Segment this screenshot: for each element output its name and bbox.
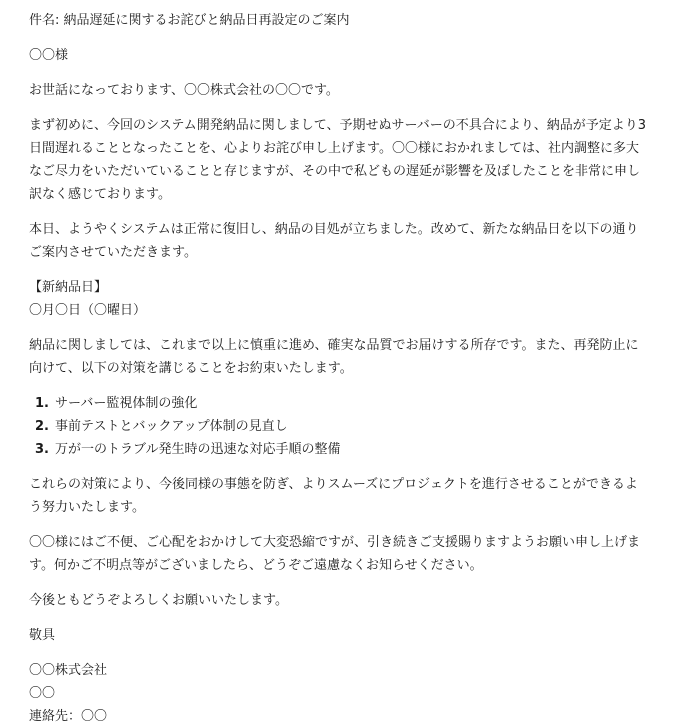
signature-company: 〇〇株式会社 [29, 663, 108, 678]
email-subject: 件名: 納品遅延に関するお詫びと納品日再設定のご案内 [29, 13, 350, 28]
list-item-number: 2. [35, 419, 49, 434]
list-item-text: 万が一のトラブル発生時の迅速な対応手順の整備 [55, 442, 341, 457]
signature-contact: 連絡先：〇〇 [29, 709, 108, 724]
new-date-heading: 【新納品日】 [29, 280, 108, 295]
list-item-number: 1. [35, 396, 49, 411]
recovery-paragraph: 本日、ようやくシステムは正常に復旧し、納品の目処が立ちました。改めて、新たな納品日を以下の通りご案内させていただきます。 [29, 222, 639, 260]
recipient-line: 〇〇様 [29, 48, 69, 63]
commitment-paragraph: 納品に関しましては、これまで以上に慎重に進め、確実な品質でお届けする所存です。また、再発防止に向けて、以下の対策を講じることをお約束いたします。 [29, 338, 639, 376]
effort-paragraph: これらの対策により、今後同様の事態を防ぎ、よりスムーズにプロジェクトを進行させることができるよう努力いたします。 [29, 477, 638, 515]
closing-line: 今後ともどうぞよろしくお願いいたします。 [29, 593, 288, 608]
apology-paragraph: まず初めに、今回のシステム開発納品に関しまして、予期せぬサーバーの不具合により、納品が予定より3日間遅れることとなったことを、心よりお詫び申し上げます。〇〇様におかれましては、社内調整に多大なご尽力をいただいていることと存じますが、その中で私どもの遅延が影響を及ぼしたことを非常に申し訳なく感じております。 [29, 118, 647, 202]
list-item [29, 438, 649, 461]
greeting-paragraph: お世話になっております、〇〇株式会社の〇〇です。 [29, 83, 339, 98]
list-item-number: 3. [35, 442, 49, 457]
list-item [29, 392, 649, 415]
signature-name: 〇〇 [29, 686, 56, 701]
new-date-value: 〇月〇日（〇曜日） [29, 303, 147, 318]
measures-list [29, 392, 649, 461]
sign-off: 敬具 [29, 628, 56, 643]
request-paragraph: 〇〇様にはご不便、ご心配をおかけして大変恐縮ですが、引き続きご支援賜りますようお願い申し上げます。何かご不明点等がございましたら、どうぞご遠慮なくお知らせください。 [29, 535, 641, 573]
list-item-text: 事前テストとバックアップ体制の見直し [55, 419, 288, 434]
list-item [29, 415, 649, 438]
list-item-text: サーバー監視体制の強化 [55, 396, 198, 411]
